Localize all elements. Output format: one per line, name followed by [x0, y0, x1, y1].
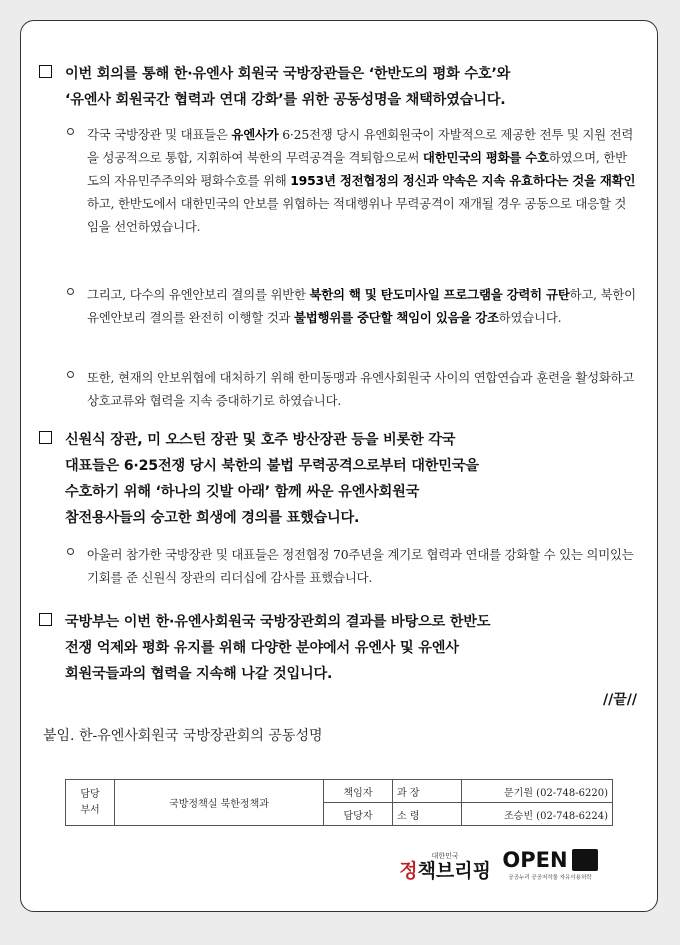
policy-logo-wordmark [399, 861, 491, 881]
section-3 [39, 609, 639, 687]
circle-bullet-icon [67, 548, 74, 555]
contact-person: 문기원 (02-748-6220) [462, 780, 613, 803]
heading-line: 전쟁 억제와 평화 유지를 위해 다양한 분야에서 유엔사 및 유엔사 [65, 640, 459, 656]
policy-logo-small: 대한민국 [431, 852, 459, 860]
open-logo-caption: 공공누리 공공저작물 자유이용허락 [508, 875, 592, 881]
attachment-note: 붙임. 한-유엔사회원국 국방장관회의 공동성명 [43, 728, 323, 744]
heading-line: 대표들은 6·25전쟁 당시 북한의 불법 무력공격으로부터 대한민국을 [65, 458, 479, 474]
checkbox-square-icon [39, 613, 52, 626]
footer-logos [399, 841, 597, 881]
text-run: 하고, 북한이 유엔안보리 결의를 완전히 이행할 것과 [87, 287, 636, 325]
bold-emphasis: 유엔사가 [231, 127, 279, 142]
text-run: 하였으며, 한반도의 자유민주주의와 평화수호를 위해 [87, 150, 627, 188]
end-mark: //끝// [603, 692, 637, 708]
bullet-text [87, 123, 637, 238]
checkbox-square-icon [39, 65, 52, 78]
bullet-item [67, 366, 637, 412]
text-run: 하고, 한반도에서 대한민국의 안보를 위협하는 적대행위나 무력공격이 재개될 경우 공동으로 대응할 것임을 선언하였습니다. [87, 196, 627, 234]
circle-bullet-icon [67, 288, 74, 295]
bold-emphasis: 불법행위를 중단할 책임이 있음을 강조 [294, 310, 499, 325]
policy-briefing-logo [399, 851, 491, 881]
bullet-item [67, 543, 637, 589]
section-heading [65, 61, 639, 113]
license-badge-icon [572, 849, 598, 871]
bold-emphasis: 북한의 핵 및 탄도미사일 프로그램을 강력히 규탄 [309, 287, 570, 302]
contact-title: 소 령 [393, 803, 462, 826]
contact-title: 과 장 [393, 780, 462, 803]
text-run: 아울러 참가한 국방장관 및 대표들은 정전협정 70주년을 계기로 협력과 연대를 강화할 수 있는 의미있는 기회를 준 신원식 장관의 리더십에 감사를 표했습니다. [87, 547, 634, 585]
bullet-item [67, 283, 637, 329]
heading-line: 수호하기 위해 ‘하나의 깃발 아래’ 함께 싸운 유엔사회원국 [65, 484, 420, 500]
section-1 [39, 61, 639, 113]
heading-line: 참전용사들의 숭고한 희생에 경의를 표했습니다. [65, 510, 360, 526]
contact-role: 담당자 [324, 803, 393, 826]
text-run: 하였습니다. [498, 310, 562, 325]
heading-line: 회원국들과의 협력을 지속해 나갈 것입니다. [65, 666, 333, 682]
bullet-text [87, 543, 637, 589]
heading-line: ‘유엔사 회원국간 협력과 연대 강화’를 위한 공동성명을 채택하였습니다. [65, 92, 506, 108]
heading-line: 신원식 장관, 미 오스틴 장관 및 호주 방산장관 등을 비롯한 각국 [65, 432, 456, 448]
circle-bullet-icon [67, 128, 74, 135]
text-run: 각국 국방장관 및 대표들은 [87, 127, 232, 142]
text-run: 또한, 현재의 안보위협에 대처하기 위해 한미동맹과 유엔사회원국 사이의 연합연습과 훈련을 활성화하고 상호교류와 협력을 지속 증대하기로 하였습니다. [87, 370, 635, 408]
bold-emphasis: 1953년 정전협정의 정신과 약속은 지속 유효하다는 것을 재확인 [290, 173, 636, 188]
text-run: 6·25전쟁 당시 유엔회원국이 자발적으로 제공한 전투 및 지원 전력을 성공적으로 통합, 지휘하여 북한의 무력공격을 격퇴함으로써 [87, 127, 634, 165]
contact-role: 책임자 [324, 780, 393, 803]
section-2 [39, 427, 639, 531]
open-logo-word: OPEN [502, 848, 568, 872]
section-heading [65, 609, 639, 687]
checkbox-square-icon [39, 431, 52, 444]
heading-line: 국방부는 이번 한·유엔사회원국 국방장관회의 결과를 바탕으로 한반도 [65, 614, 491, 630]
bullet-text [87, 366, 637, 412]
section-heading [65, 427, 639, 531]
heading-line: 이번 회의를 통해 한·유엔사 회원국 국방장관들은 ‘한반도의 평화 수호’와 [65, 66, 511, 82]
bold-emphasis: 대한민국의 평화를 수호 [422, 150, 549, 165]
dept-label: 담당 부서 [66, 780, 115, 826]
contact-table [65, 779, 613, 826]
bullet-text [87, 283, 637, 329]
policy-logo-first-char: 정 [399, 860, 418, 882]
text-run: 그리고, 다수의 유엔안보리 결의를 위반한 [87, 287, 310, 302]
dept-name: 국방정책실 북한정책과 [115, 780, 324, 826]
document-sheet [20, 20, 658, 912]
contact-person: 조승빈 (02-748-6224) [462, 803, 613, 826]
open-license-logo [503, 848, 597, 881]
bullet-item [67, 123, 637, 238]
policy-logo-rest: 책브리핑 [417, 860, 491, 882]
circle-bullet-icon [67, 371, 74, 378]
